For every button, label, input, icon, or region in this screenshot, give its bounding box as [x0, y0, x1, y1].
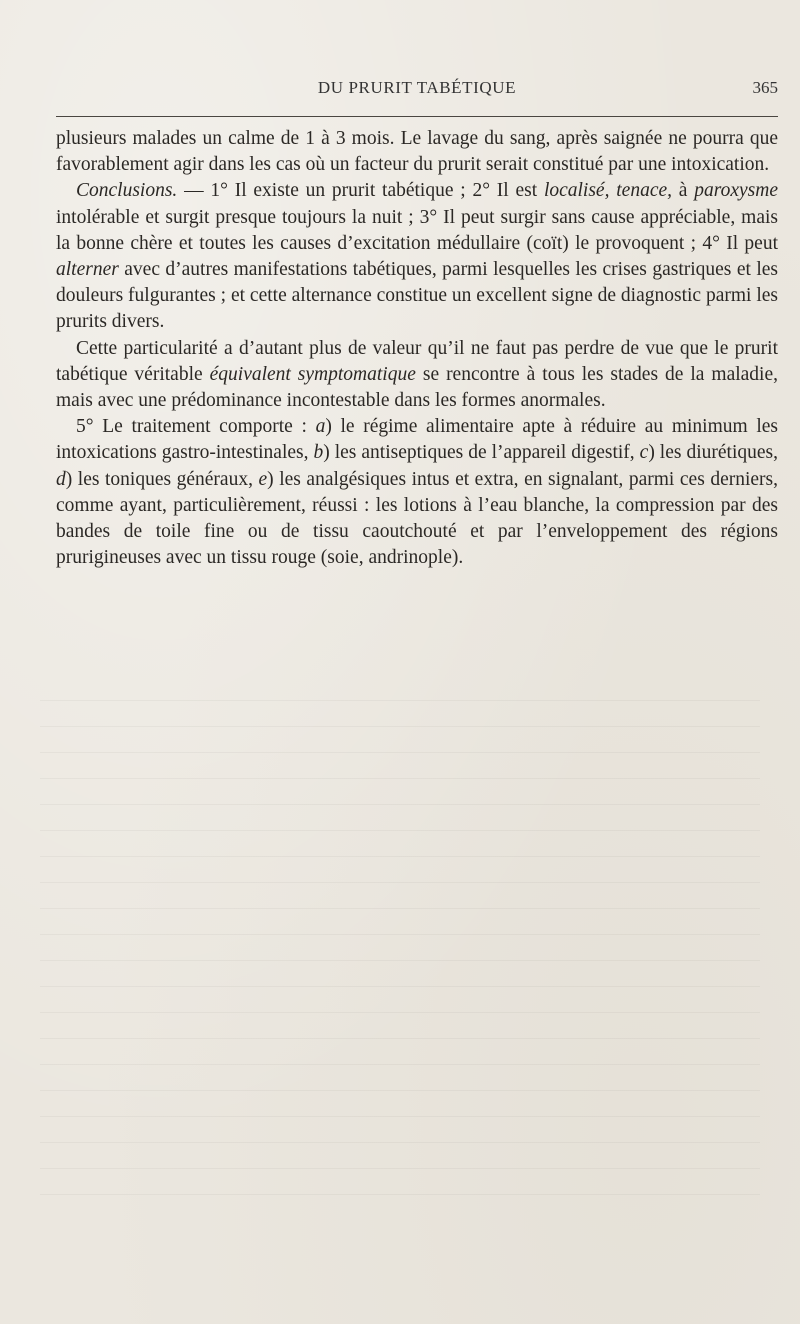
- conclusions-italic-2: paroxysme: [694, 180, 778, 202]
- traitement-text-6: ) les analgésiques intus et extra, en signalant, parmi ces derniers, comme ayant, particulièrement, réussi : les lotions à l’eau blanche, la compression par des bandes de toile fine ou de tissu caoutchouté et par l’enveloppement des régions prurigineuses avec un tissu rouge (soie, andrinople).: [56, 468, 779, 569]
- list-marker-a: a: [315, 416, 326, 438]
- running-title: DU PRURIT TABÉTIQUE: [317, 78, 517, 97]
- particularite-text-1: Cette particularité a d’autant plus de valeur qu’il ne faut pas perdre de vue que le prurit tabétique véritable: [56, 337, 778, 385]
- conclusions-text-4: avec d’autres manifestations tabétiques, parmi lesquelles les crises gastriques et les douleurs fulgurantes ; et cette alternance constitue un excellent signe de diagnostic parmi les prurits divers.: [56, 259, 778, 333]
- paragraph-1: [56, 126, 778, 178]
- list-marker-c: c: [639, 442, 649, 464]
- paragraph-particularite: [56, 336, 778, 415]
- body-text: [56, 126, 778, 571]
- conclusions-text-3: intolérable et surgit presque toujours la nuit ; 3° Il peut surgir sans cause appréciable, mais la bonne chère et toutes les causes d’excitation médullaire (coït) le provoquent ; 4° Il peut: [56, 206, 778, 254]
- list-marker-b: b: [313, 442, 324, 464]
- traitement-text-2: ) le régime alimentaire apte à réduire au minimum les intoxications gastro-intestinales,: [56, 416, 778, 464]
- paragraph-conclusions: [56, 178, 778, 335]
- paragraph-traitement: [56, 414, 778, 571]
- particularite-italic: équivalent symptomatique: [209, 363, 416, 385]
- page-number: 365: [752, 78, 778, 97]
- particularite-text-2: se rencontre à tous les stades de la maladie, mais avec une prédominance incontestable dans les formes anormales.: [56, 363, 778, 412]
- header-rule: [56, 116, 778, 117]
- conclusions-italic-1: localisé, tenace,: [543, 180, 673, 202]
- traitement-text-1: 5° Le traitement comporte :: [76, 416, 316, 438]
- traitement-text-5: ) les toniques généraux,: [65, 468, 259, 490]
- paragraph-1-text: plusieurs malades un calme de 1 à 3 mois. Le lavage du sang, après saignée ne pourra que favorablement agir dans les cas où un facteur du prurit serait constitué par une intoxication.: [56, 128, 778, 176]
- conclusions-heading: Conclusions.: [76, 180, 178, 202]
- conclusions-text-2: à: [672, 180, 695, 202]
- list-marker-e: e: [258, 468, 268, 490]
- conclusions-text-1: — 1° Il existe un prurit tabétique ; 2° Il est: [177, 180, 544, 202]
- list-marker-d: d: [56, 468, 66, 490]
- running-head: [56, 78, 778, 104]
- traitement-text-3: ) les antiseptiques de l’appareil digestif,: [323, 442, 640, 464]
- show-through-texture: [40, 700, 760, 1220]
- conclusions-italic-3: alterner: [56, 259, 119, 281]
- traitement-text-4: ) les diurétiques,: [648, 442, 778, 464]
